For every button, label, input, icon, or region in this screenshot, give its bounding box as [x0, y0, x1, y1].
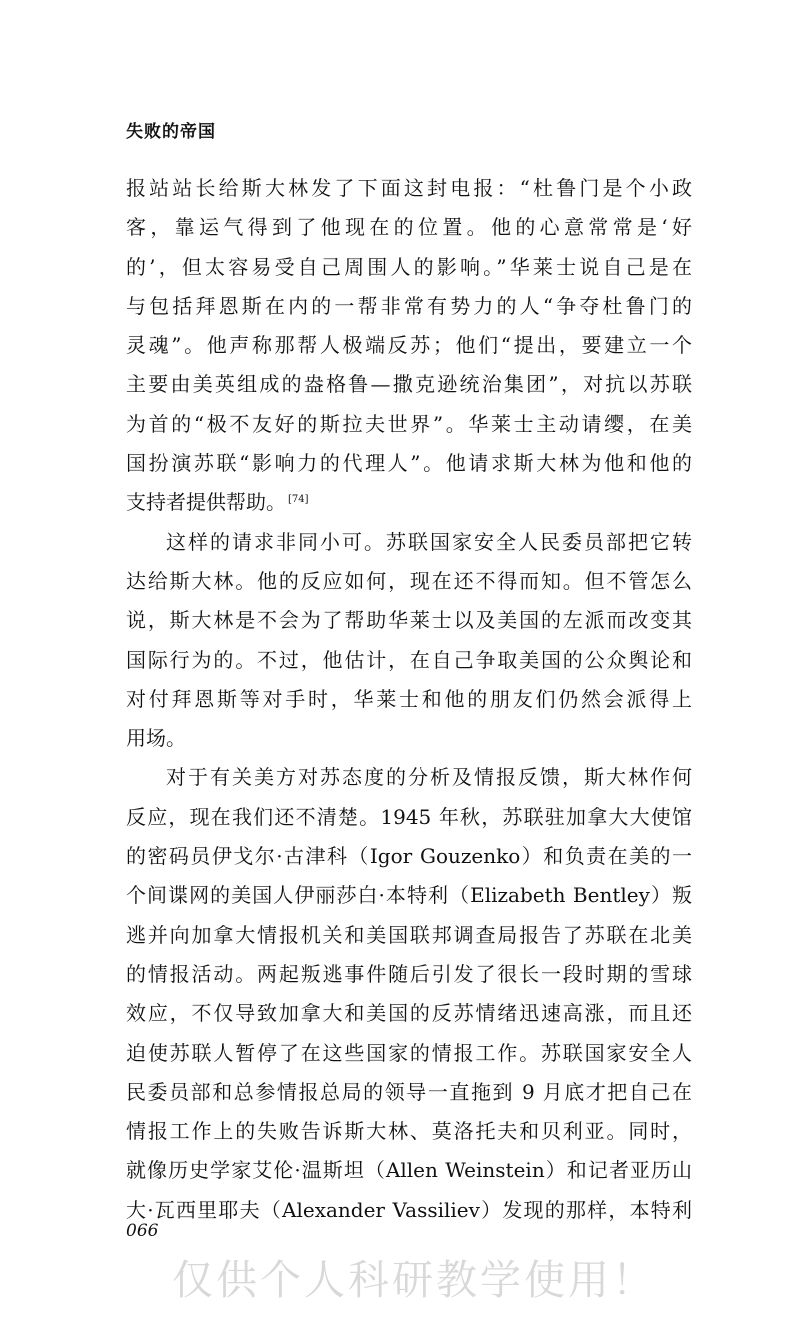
text-line: 国际行为的。不过，他估计，在自己争取美国的公众舆论和 [126, 647, 692, 672]
text-line: 效应，不仅导致加拿大和美国的反苏情绪迅速高涨，而且还 [126, 1001, 692, 1026]
body-text [126, 169, 692, 1230]
text-line: 迫使苏联人暂停了在这些国家的情报工作。苏联国家安全人 [126, 1040, 692, 1065]
text-line: 的情报活动。两起叛逃事件随后引发了很长一段时期的雪球 [126, 961, 692, 986]
text-line: 主要由美英组成的盎格鲁—撒克逊统治集团”，对抗以苏联 [126, 372, 692, 397]
text-line: 达给斯大林。他的反应如何，现在还不得而知。但不管怎么 [126, 568, 692, 593]
text-line: 用场。 [126, 726, 186, 751]
watermark: 仅供个人科研教学使用！ [172, 1256, 656, 1304]
footnote-reference[interactable]: [74] [288, 493, 309, 505]
text-line: 的’，但太容易受自己周围人的影响。”华莱士说自己是在 [126, 254, 692, 279]
text-line: 反应，现在我们还不清楚。1945 年秋，苏联驻加拿大大使馆 [126, 804, 692, 829]
text-line: 的密码员伊戈尔·古津科（Igor Gouzenko）和负责在美的一 [126, 844, 692, 869]
text-line: 就像历史学家艾伦·温斯坦（Allen Weinstein）和记者亚历山 [126, 1158, 692, 1183]
text-line: 与包括拜恩斯在内的一帮非常有势力的人“争夺杜鲁门的 [126, 293, 692, 318]
text-line: 对于有关美方对苏态度的分析及情报反馈，斯大林作何 [166, 765, 692, 790]
running-head: 失败的帝国 [126, 122, 216, 142]
text-line: 国扮演苏联“影响力的代理人”。他请求斯大林为他和他的 [126, 451, 692, 476]
text-line: 民委员部和总参情报总局的领导一直拖到 9 月底才把自己在 [126, 1079, 692, 1104]
text-line [126, 483, 692, 522]
text-line: 个间谍网的美国人伊丽莎白·本特利（Elizabeth Bentley）叛 [126, 883, 692, 908]
text-line: 对付拜恩斯等对手时，华莱士和他的朋友们仍然会派得上 [126, 686, 692, 711]
text-line: 说，斯大林是不会为了帮助华莱士以及美国的左派而改变其 [126, 608, 692, 633]
text-line: 大·瓦西里耶夫（Alexander Vassiliev）发现的那样，本特利 [126, 1197, 692, 1222]
text-line: 客，靠运气得到了他现在的位置。他的心意常常是‘好 [126, 215, 692, 240]
text-line: 逃并向加拿大情报机关和美国联邦调查局报告了苏联在北美 [126, 922, 692, 947]
text-line: 这样的请求非同小可。苏联国家安全人民委员部把它转 [166, 529, 692, 554]
page-number: 066 [126, 1221, 159, 1241]
text-line: 为首的“极不友好的斯拉夫世界”。华莱士主动请缨，在美 [126, 411, 692, 436]
text-line: 报站站长给斯大林发了下面这封电报：“杜鲁门是个小政 [126, 176, 692, 200]
text-line: 情报工作上的失败告诉斯大林、莫洛托夫和贝利亚。同时， [126, 1119, 692, 1144]
text-fragment: 支持者提供帮助。 [126, 490, 286, 515]
text-line: 灵魂”。他声称那帮人极端反苏；他们“提出，要建立一个 [126, 333, 692, 358]
